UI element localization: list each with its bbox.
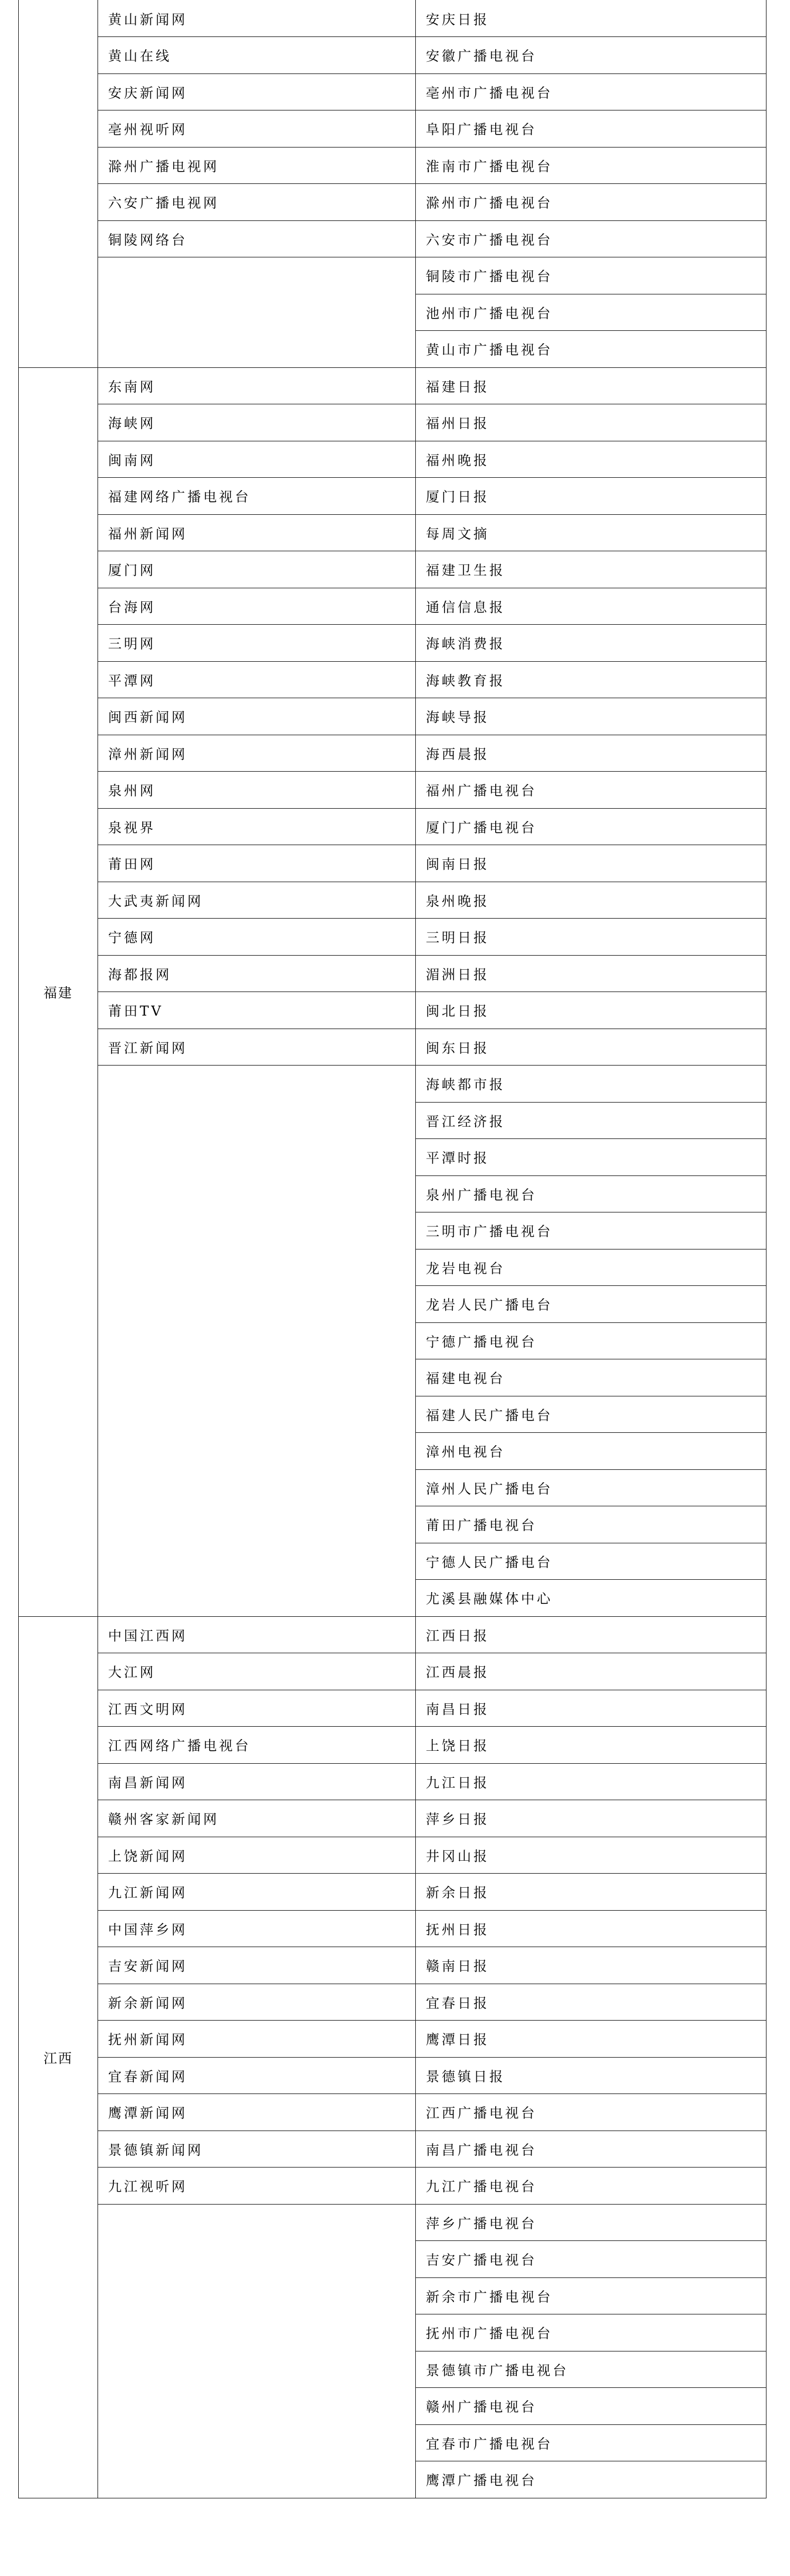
- media-cell: 铜陵市广播电视台: [416, 257, 767, 294]
- table-row: [19, 698, 767, 735]
- media-cell: 新余日报: [416, 1874, 767, 1911]
- website-cell: 九江视听网: [98, 2168, 416, 2205]
- website-cell: 赣州客家新闻网: [98, 1800, 416, 1837]
- table-row: [19, 2168, 767, 2205]
- table-row: [19, 1874, 767, 1911]
- table-row: [19, 37, 767, 74]
- table-row: [19, 73, 767, 110]
- media-cell: 鹰潭日报: [416, 2021, 767, 2058]
- media-cell: 海峡教育报: [416, 661, 767, 698]
- media-cell: 宁德广播电视台: [416, 1322, 767, 1359]
- table-row: [19, 1947, 767, 1984]
- media-cell: 晋江经济报: [416, 1102, 767, 1139]
- table-row: [19, 661, 767, 698]
- media-cell: 尤溪县融媒体中心: [416, 1580, 767, 1617]
- media-cell: 南昌广播电视台: [416, 2131, 767, 2168]
- website-cell: 东南网: [98, 367, 416, 404]
- table-row: [19, 404, 767, 441]
- table-row: [19, 808, 767, 845]
- media-list-table: [18, 0, 767, 2498]
- empty-website-cell: [98, 2204, 416, 2498]
- table-row: [19, 735, 767, 772]
- website-cell: 中国江西网: [98, 1616, 416, 1653]
- website-cell: 大武夷新闻网: [98, 882, 416, 919]
- media-cell: 鹰潭广播电视台: [416, 2461, 767, 2498]
- media-cell: 抚州日报: [416, 1910, 767, 1947]
- table-row: [19, 478, 767, 515]
- website-cell: 亳州视听网: [98, 110, 416, 148]
- table-row: [19, 514, 767, 551]
- website-cell: 吉安新闻网: [98, 1947, 416, 1984]
- website-cell: 江西网络广播电视台: [98, 1727, 416, 1764]
- media-cell: 六安市广播电视台: [416, 220, 767, 257]
- table-row: [19, 625, 767, 662]
- website-cell: 安庆新闻网: [98, 73, 416, 110]
- media-cell: 漳州电视台: [416, 1433, 767, 1470]
- province-cell: 江西: [19, 1616, 98, 2498]
- website-cell: 铜陵网络台: [98, 220, 416, 257]
- table-row: [19, 1029, 767, 1066]
- media-cell: 赣南日报: [416, 1947, 767, 1984]
- media-cell: 闽南日报: [416, 845, 767, 882]
- website-cell: 闽南网: [98, 441, 416, 478]
- media-cell: 上饶日报: [416, 1727, 767, 1764]
- province-cell: 福建: [19, 367, 98, 1616]
- media-cell: 海峡都市报: [416, 1066, 767, 1103]
- website-cell: 莆田TV: [98, 992, 416, 1029]
- media-cell: 安徽广播电视台: [416, 37, 767, 74]
- province-cell: [19, 0, 98, 367]
- table-row: [19, 1616, 767, 1653]
- table-row: [19, 588, 767, 625]
- media-cell: 泉州广播电视台: [416, 1175, 767, 1212]
- table-body: [19, 0, 767, 2498]
- website-cell: 海都报网: [98, 955, 416, 992]
- media-cell: 漳州人民广播电台: [416, 1469, 767, 1506]
- table-row: [19, 1653, 767, 1690]
- table-row: [19, 1763, 767, 1800]
- empty-website-cell: [98, 257, 416, 368]
- table-row: [19, 845, 767, 882]
- website-cell: 抚州新闻网: [98, 2021, 416, 2058]
- media-cell: 平潭时报: [416, 1139, 767, 1176]
- media-cell: 每周文摘: [416, 514, 767, 551]
- media-cell: 厦门日报: [416, 478, 767, 515]
- media-cell: 海西晨报: [416, 735, 767, 772]
- table-row: [19, 2094, 767, 2131]
- media-cell: 泉州晚报: [416, 882, 767, 919]
- media-cell: 淮南市广播电视台: [416, 147, 767, 184]
- website-cell: 黄山在线: [98, 37, 416, 74]
- table-row: [19, 2021, 767, 2058]
- website-cell: 宜春新闻网: [98, 2057, 416, 2094]
- table-row: [19, 1910, 767, 1947]
- table-row: [19, 367, 767, 404]
- website-cell: 黄山新闻网: [98, 0, 416, 37]
- table-row: [19, 955, 767, 992]
- table-row: [19, 110, 767, 148]
- table-row: [19, 1837, 767, 1874]
- media-cell: 亳州市广播电视台: [416, 73, 767, 110]
- website-cell: 江西文明网: [98, 1690, 416, 1727]
- media-cell: 江西晨报: [416, 1653, 767, 1690]
- table-row: [19, 2204, 767, 2241]
- media-cell: 福建日报: [416, 367, 767, 404]
- table-row: [19, 882, 767, 919]
- table-row: [19, 441, 767, 478]
- media-cell: 池州市广播电视台: [416, 294, 767, 331]
- table-row: [19, 184, 767, 221]
- website-cell: 三明网: [98, 625, 416, 662]
- website-cell: 六安广播电视网: [98, 184, 416, 221]
- website-cell: 晋江新闻网: [98, 1029, 416, 1066]
- website-cell: 大江网: [98, 1653, 416, 1690]
- media-cell: 福建卫生报: [416, 551, 767, 588]
- media-cell: 宁德人民广播电台: [416, 1543, 767, 1580]
- media-cell: 福州日报: [416, 404, 767, 441]
- table-row: [19, 2057, 767, 2094]
- website-cell: 闽西新闻网: [98, 698, 416, 735]
- website-cell: 新余新闻网: [98, 1984, 416, 2021]
- media-cell: 阜阳广播电视台: [416, 110, 767, 148]
- website-cell: 漳州新闻网: [98, 735, 416, 772]
- media-cell: 安庆日报: [416, 0, 767, 37]
- media-cell: 通信信息报: [416, 588, 767, 625]
- website-cell: 宁德网: [98, 919, 416, 956]
- media-cell: 吉安广播电视台: [416, 2241, 767, 2278]
- table-row: [19, 0, 767, 37]
- website-cell: 福州新闻网: [98, 514, 416, 551]
- media-cell: 闽北日报: [416, 992, 767, 1029]
- media-cell: 滁州市广播电视台: [416, 184, 767, 221]
- empty-website-cell: [98, 1066, 416, 1617]
- media-cell: 湄洲日报: [416, 955, 767, 992]
- table-row: [19, 992, 767, 1029]
- table-row: [19, 772, 767, 809]
- media-cell: 萍乡日报: [416, 1800, 767, 1837]
- table-row: [19, 551, 767, 588]
- website-cell: 鹰潭新闻网: [98, 2094, 416, 2131]
- media-cell: 萍乡广播电视台: [416, 2204, 767, 2241]
- media-cell: 井冈山报: [416, 1837, 767, 1874]
- media-cell: 景德镇市广播电视台: [416, 2351, 767, 2388]
- table-row: [19, 1800, 767, 1837]
- table-row: [19, 1984, 767, 2021]
- media-cell: 闽东日报: [416, 1029, 767, 1066]
- media-cell: 厦门广播电视台: [416, 808, 767, 845]
- media-cell: 江西广播电视台: [416, 2094, 767, 2131]
- website-cell: 九江新闻网: [98, 1874, 416, 1911]
- website-cell: 海峡网: [98, 404, 416, 441]
- media-cell: 福建电视台: [416, 1359, 767, 1396]
- website-cell: 滁州广播电视网: [98, 147, 416, 184]
- website-cell: 福建网络广播电视台: [98, 478, 416, 515]
- website-cell: 台海网: [98, 588, 416, 625]
- website-cell: 泉视界: [98, 808, 416, 845]
- media-cell: 福州晚报: [416, 441, 767, 478]
- media-cell: 江西日报: [416, 1616, 767, 1653]
- media-cell: 莆田广播电视台: [416, 1506, 767, 1543]
- media-cell: 龙岩人民广播电台: [416, 1286, 767, 1323]
- website-cell: 莆田网: [98, 845, 416, 882]
- table-row: [19, 919, 767, 956]
- media-cell: 宜春日报: [416, 1984, 767, 2021]
- website-cell: 景德镇新闻网: [98, 2131, 416, 2168]
- media-cell: 海峡消费报: [416, 625, 767, 662]
- media-cell: 宜春市广播电视台: [416, 2424, 767, 2461]
- media-cell: 海峡导报: [416, 698, 767, 735]
- media-cell: 抚州市广播电视台: [416, 2314, 767, 2351]
- media-cell: 龙岩电视台: [416, 1249, 767, 1286]
- website-cell: 中国萍乡网: [98, 1910, 416, 1947]
- website-cell: 厦门网: [98, 551, 416, 588]
- website-cell: 上饶新闻网: [98, 1837, 416, 1874]
- table-row: [19, 220, 767, 257]
- media-cell: 九江日报: [416, 1763, 767, 1800]
- media-cell: 福州广播电视台: [416, 772, 767, 809]
- media-cell: 九江广播电视台: [416, 2168, 767, 2205]
- website-cell: 南昌新闻网: [98, 1763, 416, 1800]
- website-cell: 泉州网: [98, 772, 416, 809]
- table-row: [19, 1690, 767, 1727]
- table-row: [19, 1066, 767, 1103]
- media-cell: 黄山市广播电视台: [416, 331, 767, 368]
- media-cell: 三明日报: [416, 919, 767, 956]
- table-row: [19, 1727, 767, 1764]
- media-cell: 三明市广播电视台: [416, 1212, 767, 1250]
- website-cell: 平潭网: [98, 661, 416, 698]
- table-row: [19, 147, 767, 184]
- media-cell: 福建人民广播电台: [416, 1396, 767, 1433]
- table-row: [19, 2131, 767, 2168]
- media-cell: 南昌日报: [416, 1690, 767, 1727]
- table-row: [19, 257, 767, 294]
- media-cell: 新余市广播电视台: [416, 2277, 767, 2314]
- media-cell: 赣州广播电视台: [416, 2388, 767, 2425]
- media-cell: 景德镇日报: [416, 2057, 767, 2094]
